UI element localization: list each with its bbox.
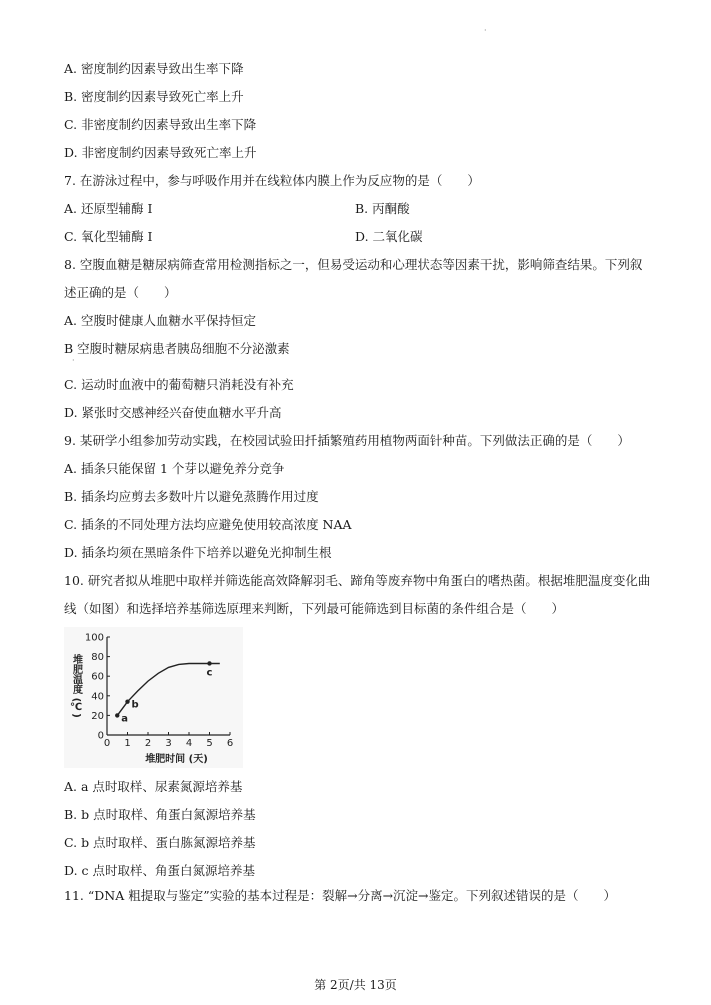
y-tick-label: 80 <box>91 652 104 664</box>
q10-option-d: D. c 点时取样、角蛋白氮源培养基 <box>64 863 255 878</box>
q8-option-d: D. 紧张时交感神经兴奋使血糖水平升高 <box>64 405 282 420</box>
q10-option-c: C. b 点时取样、蛋白胨氮源培养基 <box>64 835 256 850</box>
x-tick-label: 6 <box>226 738 234 749</box>
scan-dot: · <box>484 26 487 35</box>
x-axis-label: 堆肥时间 (天) <box>145 754 208 765</box>
q8-stem-line1: 8. 空腹血糖是糖尿病筛查常用检测指标之一，但易受运动和心理状态等因素干扰，影响筛查结果。下列叙 <box>64 257 643 272</box>
q11-stem: 11. “DNA 粗提取与鉴定”实验的基本过程是：裂解→分离→沉淀→鉴定。下列叙述错误的是（ ） <box>64 888 617 903</box>
x-tick-label: 1 <box>124 738 131 749</box>
q7-option-b: B. 丙酮酸 <box>355 201 410 216</box>
q9-stem: 9. 某研学小组参加劳动实践，在校园试验田扦插繁殖药用植物两面针种苗。下列做法正确的是（ ） <box>64 433 630 448</box>
q9-option-c: C. 插条的不同处理方法均应避免使用较高浓度 NAA <box>64 517 352 532</box>
q9-option-d: D. 插条均须在黑暗条件下培养以避免光抑制生根 <box>64 545 332 560</box>
q8-option-b: B 空腹时糖尿病患者胰岛细胞不分泌激素 <box>64 341 290 356</box>
q7-option-a: A. 还原型辅酶 I <box>64 201 153 216</box>
q6-option-c: C. 非密度制约因素导致出生率下降 <box>64 117 257 132</box>
q6-option-b: B. 密度制约因素导致死亡率上升 <box>64 89 244 104</box>
compost-temperature-chart <box>64 627 243 768</box>
page-footer: 第 2页/共 13页 <box>314 978 397 992</box>
scan-dot: · <box>72 356 75 365</box>
q10-option-b: B. b 点时取样、角蛋白氮源培养基 <box>64 807 256 822</box>
q8-stem-line2: 述正确的是（ ） <box>64 285 177 300</box>
q10-stem-line1: 10. 研究者拟从堆肥中取样并筛选能高效降解羽毛、蹄角等废弃物中角蛋白的嗜热菌。根据堆肥温度变化曲 <box>64 573 651 588</box>
chart-svg <box>64 627 243 768</box>
y-tick-label: 0 <box>97 730 104 742</box>
point-label-b: b <box>131 699 139 711</box>
q6-option-a: A. 密度制约因素导致出生率下降 <box>64 61 244 76</box>
point-c <box>207 661 211 665</box>
point-label-a: a <box>121 713 128 725</box>
x-tick-label: 5 <box>206 738 213 749</box>
q9-option-b: B. 插条均应剪去多数叶片以避免蒸腾作用过度 <box>64 489 319 504</box>
y-tick-label: 20 <box>91 710 104 722</box>
y-tick-label: 40 <box>91 691 104 703</box>
q10-stem-line2: 线（如图）和选择培养基筛选原理来判断，下列最可能筛选到目标菌的条件组合是（ ） <box>64 601 565 616</box>
x-tick-label: 3 <box>165 738 172 749</box>
y-tick-label: 60 <box>91 671 104 683</box>
q8-option-c: C. 运动时血液中的葡萄糖只消耗没有补充 <box>64 377 294 392</box>
q7-option-d: D. 二氧化碳 <box>355 229 423 244</box>
q10-option-a: A. a 点时取样、尿素氮源培养基 <box>64 779 243 794</box>
x-tick-label: 4 <box>185 738 193 749</box>
q7-option-c: C. 氧化型辅酶 I <box>64 229 153 244</box>
q6-option-d: D. 非密度制约因素导致死亡率上升 <box>64 145 257 160</box>
y-tick-label: 100 <box>84 632 104 644</box>
x-tick-label: 0 <box>103 738 111 749</box>
q8-option-a: A. 空腹时健康人血糖水平保持恒定 <box>64 313 256 328</box>
x-tick-label: 2 <box>144 738 152 749</box>
point-a <box>115 713 119 717</box>
q7-stem: 7. 在游泳过程中，参与呼吸作用并在线粒体内膜上作为反应物的是（ ） <box>64 173 480 188</box>
q9-option-a: A. 插条只能保留 1 个芽以避免养分竞争 <box>64 461 285 476</box>
point-label-c: c <box>206 667 213 679</box>
point-b <box>125 699 129 703</box>
y-axis-label: 堆肥温度 (℃) <box>70 654 82 718</box>
